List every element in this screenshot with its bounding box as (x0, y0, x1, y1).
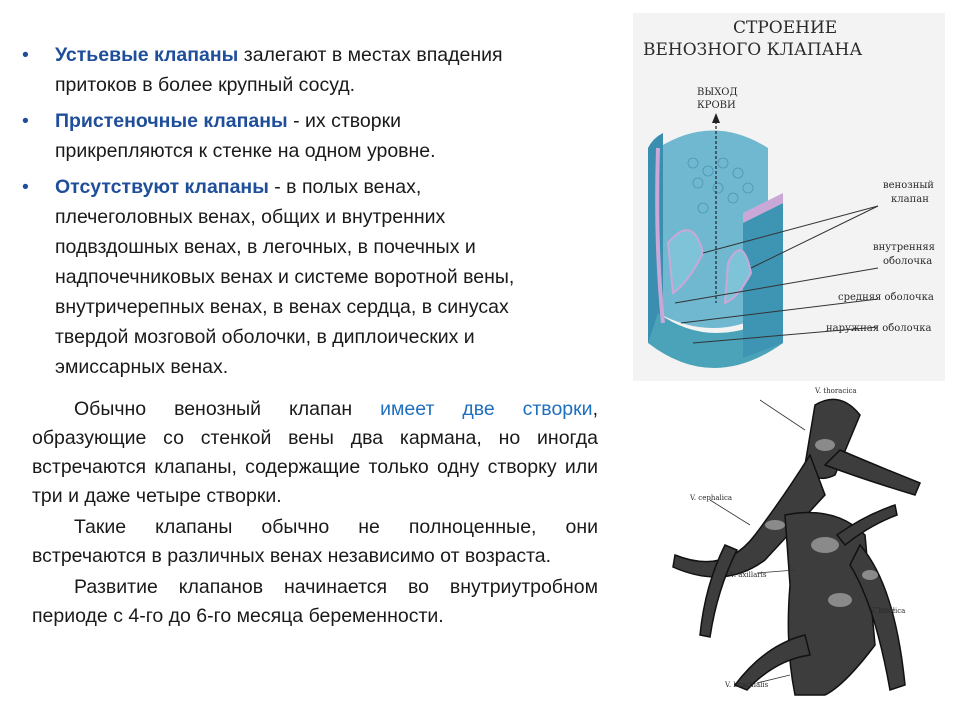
bullet-item-parietal-valves (20, 106, 630, 166)
bullet-text: плечеголовных венах, общих и внутренних (55, 206, 446, 228)
bullet-list (20, 40, 630, 388)
vein-valves-anatomy-figure (665, 385, 960, 705)
vein-outer-wall-right (743, 203, 783, 358)
label-media: средняя оболочка (838, 292, 934, 303)
bullet-text: притоков в более крупный сосуд. (55, 74, 356, 96)
label-valve-line1: венозный (883, 180, 934, 191)
vein-branches (673, 399, 920, 695)
arrow-head-icon (712, 113, 720, 123)
paragraph-text: Обычно венозный клапан (74, 398, 353, 420)
bullet-text: - в полых венах, (274, 176, 422, 198)
body-paragraphs (32, 395, 598, 631)
vein-anatomy-illustration (665, 385, 960, 705)
label-v-basilica: V. basilica (870, 607, 906, 615)
label-v-cephalica: V. cephalica (690, 494, 733, 502)
label-intima-line1: внутренняя (873, 242, 935, 253)
bullet-text: - их створки (293, 110, 402, 132)
label-v-axillaris: V. axillaris (730, 571, 767, 579)
label-v-brachialis: V. brachialis (725, 681, 769, 689)
label-intima-line2: оболочка (883, 256, 933, 267)
paragraph-highlight: имеет две створки (380, 398, 593, 420)
paragraph-valve-development: Развитие клапанов начинается во внутриутробном периоде с 4-го до 6-го месяца беременности. (32, 576, 598, 627)
bullet-dot: • (22, 110, 29, 132)
venous-valve-structure-figure (633, 13, 945, 381)
bullet-title: Устьевые клапаны (55, 44, 239, 66)
paragraph-incomplete-valves: Такие клапаны обычно не полноценные, они встречаются в различных венах независимо от возраста. (32, 516, 598, 567)
bullet-text: подвздошных венах, в легочных, в почечных и (55, 236, 476, 258)
arrow-label-line2: КРОВИ (697, 100, 736, 111)
figure-title-line2: ВЕНОЗНОГО КЛАПАНА (643, 40, 863, 60)
label-v-thoracica: V. thoracica (815, 387, 857, 395)
paragraph-valve-leaflets (32, 395, 598, 511)
label-adventitia: наружная оболочка (826, 323, 932, 334)
bullet-dot: • (22, 44, 29, 66)
paragraph-text: , образующие со стенкой вены два кармана, но иногда встречаются клапаны, содержащие только одну створку или три и даже четыре створки. (32, 398, 598, 507)
bullet-dot: • (22, 176, 29, 198)
venous-valve-illustration (633, 13, 945, 381)
bullet-text: надпочечниковых венах и системе воротной вены, (55, 266, 515, 288)
bullet-text: прикрепляются к стенке на одном уровне. (55, 140, 436, 162)
bullet-text: залегают в местах впадения (243, 44, 503, 66)
bullet-title: Отсутствуют клапаны (55, 176, 269, 198)
bullet-text: твердой мозговой оболочки, в диплоических и (55, 326, 475, 348)
bullet-title: Пристеночные клапаны (55, 110, 288, 132)
bullet-item-absent-valves (20, 172, 630, 382)
label-valve-line2: клапан (891, 194, 929, 205)
arrow-label-line1: ВЫХОД (697, 87, 738, 98)
bullet-item-ostial-valves (20, 40, 630, 100)
bullet-text: внутричерепных венах, в венах сердца, в синусах (55, 296, 509, 318)
bullet-text: эмиссарных венах. (55, 356, 229, 378)
figure-title-line1: СТРОЕНИЕ (733, 18, 838, 38)
